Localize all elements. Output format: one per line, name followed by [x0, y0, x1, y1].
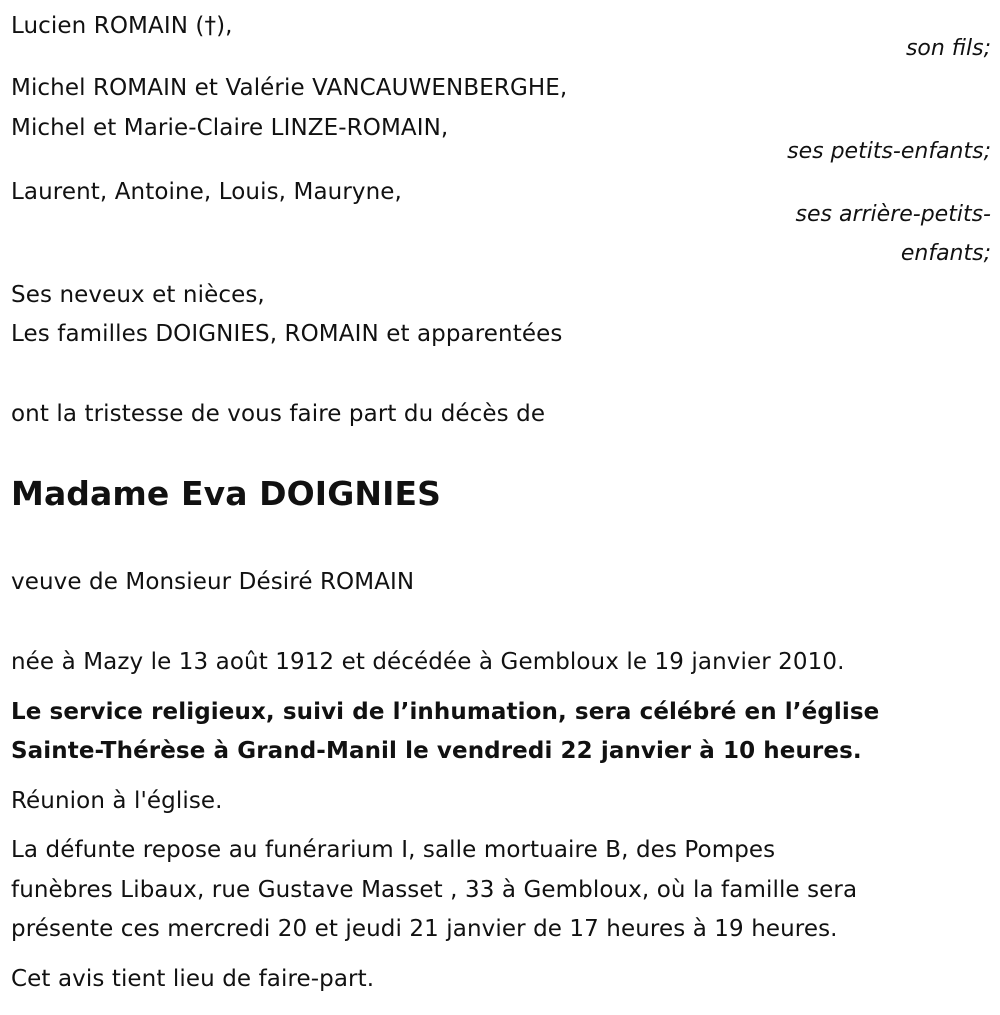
service-line: Sainte-Thérèse à Grand-Manil le vendredi 22 janvier à 10 heures. [11, 738, 862, 764]
great-grandchildren-names: Laurent, Antoine, Louis, Mauryne, [11, 179, 402, 205]
repose-line: La défunte repose au funérarium I, salle mortuaire B, des Pompes [11, 837, 776, 863]
birth-death-dates: née à Mazy le 13 août 1912 et décédée à Gembloux le 19 janvier 2010. [11, 649, 845, 675]
great-grandchildren-role-line2: enfants; [900, 241, 991, 266]
widow-of: veuve de Monsieur Désiré ROMAIN [11, 569, 415, 595]
other-relatives-line: Ses neveux et nièces, [11, 282, 265, 308]
other-relatives-line: Les familles DOIGNIES, ROMAIN et apparentées [11, 321, 563, 347]
grandchildren-role: ses petits-enfants; [787, 139, 991, 164]
announcement-intro: ont la tristesse de vous faire part du décès de [11, 401, 546, 427]
repose-line: funèbres Libaux, rue Gustave Masset , 33 à Gembloux, où la famille sera [11, 877, 858, 903]
son-name: Lucien ROMAIN (†), [11, 13, 233, 39]
deceased-name: Madame Eva DOIGNIES [11, 474, 441, 513]
grandchild-line: Michel et Marie-Claire LINZE-ROMAIN, [11, 115, 449, 141]
closing-note: Cet avis tient lieu de faire-part. [11, 966, 375, 992]
son-role: son fils; [905, 36, 991, 61]
great-grandchildren-role-line1: ses arrière-petits- [795, 202, 991, 227]
meeting-info: Réunion à l'église. [11, 788, 223, 814]
grandchild-line: Michel ROMAIN et Valérie VANCAUWENBERGHE, [11, 75, 568, 101]
service-line: Le service religieux, suivi de l’inhumation, sera célébré en l’église [11, 699, 880, 725]
repose-line: présente ces mercredi 20 et jeudi 21 janvier de 17 heures à 19 heures. [11, 916, 838, 942]
